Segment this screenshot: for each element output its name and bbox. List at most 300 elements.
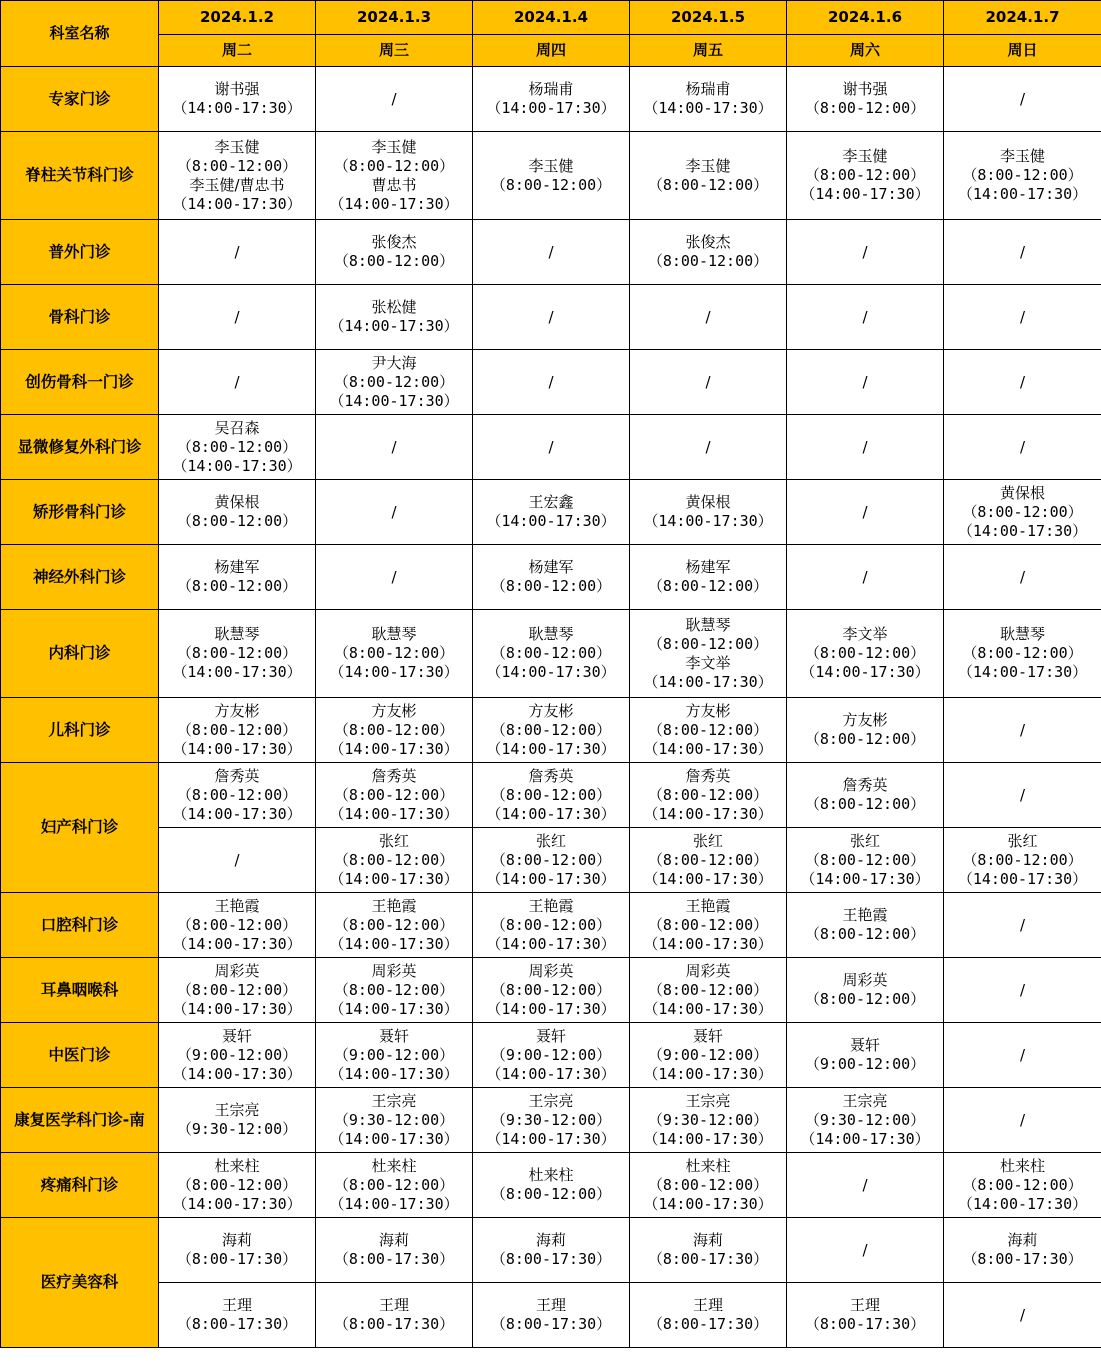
table-row bbox=[1, 132, 1101, 220]
time-range: （14:00-17:30） bbox=[486, 869, 616, 888]
schedule-cell bbox=[787, 828, 944, 893]
time-range: （14:00-17:30） bbox=[643, 739, 773, 758]
no-clinic-mark: / bbox=[705, 437, 711, 456]
time-range: （8:00-12:00） bbox=[176, 720, 298, 739]
time-range: （14:00-17:30） bbox=[800, 185, 930, 203]
doctor-name: 聂轩 bbox=[692, 1026, 723, 1045]
time-range: （8:00-12:00） bbox=[647, 850, 769, 869]
time-range: （8:00-12:00） bbox=[333, 720, 455, 739]
schedule-cell bbox=[316, 958, 473, 1023]
time-range: （8:00-17:30） bbox=[333, 1250, 455, 1268]
schedule-cell bbox=[473, 610, 630, 698]
no-clinic-mark: / bbox=[862, 372, 868, 391]
weekday-header: 周三 bbox=[316, 35, 473, 67]
schedule-cell bbox=[787, 1283, 944, 1348]
schedule-cell bbox=[473, 1218, 630, 1283]
schedule-cell bbox=[159, 828, 316, 893]
schedule-cell bbox=[944, 610, 1101, 698]
doctor-name: 黄保根 bbox=[685, 493, 731, 511]
department-name: 医疗美容科 bbox=[1, 1218, 159, 1348]
department-name: 疼痛科门诊 bbox=[1, 1153, 159, 1218]
time-range: （8:00-17:30） bbox=[647, 1250, 769, 1268]
doctor-name: 李玉健 bbox=[371, 137, 417, 156]
schedule-cell bbox=[630, 220, 787, 285]
time-range: （14:00-17:30） bbox=[329, 999, 459, 1018]
time-range: （14:00-17:30） bbox=[172, 194, 302, 213]
schedule-cell bbox=[944, 698, 1101, 763]
doctor-name: 王艳霞 bbox=[528, 896, 574, 915]
weekday-header: 周四 bbox=[473, 35, 630, 67]
doctor-name: 王宗亮 bbox=[214, 1101, 260, 1119]
doctor-name: 李玉健 bbox=[842, 147, 888, 165]
doctor-name: 王理 bbox=[378, 1296, 409, 1314]
table-row bbox=[1, 958, 1101, 1023]
schedule-cell bbox=[787, 1218, 944, 1283]
no-clinic-mark: / bbox=[1019, 567, 1026, 586]
time-range: （14:00-17:30） bbox=[329, 663, 459, 681]
doctor-name: 杨瑞甫 bbox=[685, 80, 731, 98]
table-row bbox=[1, 220, 1101, 285]
schedule-cell bbox=[944, 1283, 1101, 1348]
time-range: （14:00-17:30） bbox=[172, 1194, 302, 1213]
no-clinic-mark: / bbox=[1019, 89, 1026, 108]
schedule-cell bbox=[316, 220, 473, 285]
time-range: （14:00-17:30） bbox=[957, 1194, 1088, 1213]
schedule-cell bbox=[787, 1153, 944, 1218]
doctor-name: 李玉健 bbox=[685, 156, 731, 175]
time-range: （14:00-17:30） bbox=[957, 663, 1088, 681]
time-range: （14:00-17:30） bbox=[486, 804, 616, 823]
time-range: （8:00-17:30） bbox=[962, 1250, 1083, 1268]
table-row bbox=[1, 610, 1101, 698]
time-range: （8:00-12:00） bbox=[804, 730, 926, 748]
time-range: （14:00-17:30） bbox=[172, 739, 302, 758]
doctor-name: 曹忠书 bbox=[371, 175, 417, 194]
time-range: （8:00-12:00） bbox=[962, 166, 1083, 184]
time-range: （9:30-12:00） bbox=[647, 1110, 769, 1129]
schedule-cell bbox=[159, 285, 316, 350]
doctor-name: 杜来柱 bbox=[214, 1156, 260, 1175]
schedule-cell bbox=[630, 545, 787, 610]
time-range: （14:00-17:30） bbox=[486, 934, 616, 953]
schedule-cell bbox=[944, 545, 1101, 610]
department-name: 普外门诊 bbox=[1, 220, 159, 285]
schedule-cell bbox=[630, 958, 787, 1023]
schedule-cell bbox=[630, 610, 787, 698]
schedule-cell bbox=[787, 480, 944, 545]
date-header: 2024.1.5 bbox=[630, 1, 787, 35]
doctor-name: 聂轩 bbox=[535, 1026, 566, 1045]
no-clinic-mark: / bbox=[1019, 1305, 1026, 1324]
schedule-cell bbox=[473, 893, 630, 958]
no-clinic-mark: / bbox=[391, 437, 397, 456]
time-range: （8:00-12:00） bbox=[490, 980, 612, 999]
table-row bbox=[1, 1088, 1101, 1153]
department-name: 妇产科门诊 bbox=[1, 763, 159, 893]
doctor-name: 方友彬 bbox=[685, 701, 731, 720]
time-range: （9:30-12:00） bbox=[804, 1110, 926, 1129]
doctor-name: 詹秀英 bbox=[842, 776, 888, 794]
schedule-cell bbox=[944, 763, 1101, 828]
schedule-cell bbox=[630, 828, 787, 893]
no-clinic-mark: / bbox=[391, 567, 397, 586]
time-range: （8:00-17:30） bbox=[333, 1315, 455, 1333]
no-clinic-mark: / bbox=[862, 437, 868, 456]
schedule-cell bbox=[159, 545, 316, 610]
no-clinic-mark: / bbox=[234, 242, 240, 261]
weekday-header: 周六 bbox=[787, 35, 944, 67]
doctor-name: 耿慧琴 bbox=[214, 625, 260, 643]
time-range: （8:00-12:00） bbox=[333, 372, 455, 391]
doctor-name: 杨建军 bbox=[214, 558, 260, 576]
doctor-name: 王理 bbox=[692, 1296, 723, 1314]
doctor-name: 詹秀英 bbox=[685, 766, 731, 785]
time-range: （14:00-17:30） bbox=[957, 521, 1088, 540]
schedule-cell bbox=[630, 285, 787, 350]
time-range: （14:00-17:30） bbox=[172, 99, 302, 117]
schedule-cell bbox=[473, 285, 630, 350]
date-header: 2024.1.2 bbox=[159, 1, 316, 35]
time-range: （9:30-12:00） bbox=[490, 1110, 612, 1129]
date-header: 2024.1.4 bbox=[473, 1, 630, 35]
doctor-name: 周彩英 bbox=[214, 961, 260, 980]
no-clinic-mark: / bbox=[1019, 720, 1026, 739]
doctor-name: 李文举 bbox=[842, 625, 888, 643]
doctor-name: 杜来柱 bbox=[371, 1156, 417, 1175]
date-header: 2024.1.3 bbox=[316, 1, 473, 35]
time-range: （8:00-17:30） bbox=[490, 1250, 612, 1268]
time-range: （14:00-17:30） bbox=[643, 869, 773, 888]
doctor-name: 杨建军 bbox=[685, 558, 731, 576]
schedule-cell bbox=[473, 350, 630, 415]
time-range: （8:00-17:30） bbox=[647, 1315, 769, 1333]
schedule-cell bbox=[316, 893, 473, 958]
time-range: （8:00-12:00） bbox=[962, 502, 1083, 521]
schedule-cell bbox=[316, 1088, 473, 1153]
no-clinic-mark: / bbox=[705, 307, 711, 326]
time-range: （8:00-12:00） bbox=[962, 1175, 1083, 1194]
schedule-cell bbox=[944, 132, 1101, 220]
table-row bbox=[1, 1153, 1101, 1218]
doctor-name: 杜来柱 bbox=[685, 1156, 731, 1175]
schedule-cell bbox=[787, 285, 944, 350]
no-clinic-mark: / bbox=[548, 242, 554, 261]
schedule-cell bbox=[473, 67, 630, 132]
doctor-name: 王艳霞 bbox=[371, 896, 417, 915]
schedule-cell bbox=[159, 67, 316, 132]
schedule-cell bbox=[787, 610, 944, 698]
doctor-name: 吴召森 bbox=[214, 418, 260, 437]
schedule-cell bbox=[944, 285, 1101, 350]
time-range: （14:00-17:30） bbox=[329, 869, 459, 888]
doctor-name: 王艳霞 bbox=[214, 896, 260, 915]
dept-column-header: 科室名称 bbox=[1, 1, 159, 67]
time-range: （14:00-17:30） bbox=[172, 1064, 302, 1083]
schedule-cell bbox=[159, 415, 316, 480]
doctor-name: 王理 bbox=[535, 1296, 566, 1314]
time-range: （14:00-17:30） bbox=[172, 663, 302, 681]
time-range: （8:00-17:30） bbox=[490, 1315, 612, 1333]
no-clinic-mark: / bbox=[1019, 307, 1026, 326]
doctor-name: 杨瑞甫 bbox=[528, 80, 574, 98]
time-range: （8:00-12:00） bbox=[176, 577, 298, 595]
department-name: 神经外科门诊 bbox=[1, 545, 159, 610]
schedule-cell bbox=[159, 220, 316, 285]
time-range: （14:00-17:30） bbox=[329, 1064, 459, 1083]
no-clinic-mark: / bbox=[1019, 785, 1026, 804]
schedule-cell bbox=[630, 1088, 787, 1153]
schedule-cell bbox=[630, 1153, 787, 1218]
time-range: （14:00-17:30） bbox=[329, 194, 459, 213]
time-range: （8:00-12:00） bbox=[333, 644, 455, 662]
schedule-cell bbox=[316, 1023, 473, 1088]
time-range: （9:30-12:00） bbox=[333, 1110, 455, 1129]
time-range: （9:30-12:00） bbox=[176, 1120, 298, 1138]
time-range: （8:00-12:00） bbox=[647, 634, 769, 653]
department-name: 中医门诊 bbox=[1, 1023, 159, 1088]
schedule-cell bbox=[787, 1023, 944, 1088]
time-range: （14:00-17:30） bbox=[643, 1194, 773, 1213]
schedule-cell bbox=[316, 610, 473, 698]
department-name: 骨科门诊 bbox=[1, 285, 159, 350]
schedule-cell bbox=[944, 480, 1101, 545]
department-name: 口腔科门诊 bbox=[1, 893, 159, 958]
time-range: （14:00-17:30） bbox=[172, 999, 302, 1018]
time-range: （8:00-12:00） bbox=[804, 99, 926, 117]
department-name: 内科门诊 bbox=[1, 610, 159, 698]
schedule-cell bbox=[316, 480, 473, 545]
doctor-name: 聂轩 bbox=[221, 1026, 252, 1045]
doctor-name: 李玉健/曹忠书 bbox=[189, 175, 285, 194]
doctor-name: 耿慧琴 bbox=[685, 615, 731, 634]
doctor-name: 王艳霞 bbox=[842, 906, 888, 924]
table-row bbox=[1, 285, 1101, 350]
no-clinic-mark: / bbox=[1019, 1045, 1026, 1064]
header-weekday-row bbox=[1, 35, 1101, 67]
doctor-name: 方友彬 bbox=[842, 711, 888, 729]
doctor-name: 王宗亮 bbox=[371, 1091, 417, 1110]
doctor-name: 周彩英 bbox=[685, 961, 731, 980]
no-clinic-mark: / bbox=[1019, 437, 1026, 456]
doctor-name: 谢书强 bbox=[842, 80, 888, 98]
time-range: （14:00-17:30） bbox=[800, 869, 930, 888]
no-clinic-mark: / bbox=[234, 850, 240, 869]
time-range: （8:00-12:00） bbox=[176, 915, 298, 934]
department-name: 耳鼻咽喉科 bbox=[1, 958, 159, 1023]
doctor-name: 张红 bbox=[378, 831, 409, 850]
schedule-cell bbox=[159, 893, 316, 958]
time-range: （8:00-12:00） bbox=[176, 437, 298, 456]
time-range: （14:00-17:30） bbox=[172, 934, 302, 953]
header-date-row bbox=[1, 1, 1101, 35]
time-range: （14:00-17:30） bbox=[486, 663, 616, 681]
schedule-cell bbox=[316, 415, 473, 480]
time-range: （8:00-12:00） bbox=[804, 925, 926, 943]
schedule-cell bbox=[787, 1088, 944, 1153]
department-name: 创伤骨科一门诊 bbox=[1, 350, 159, 415]
schedule-cell bbox=[630, 67, 787, 132]
schedule-cell bbox=[630, 893, 787, 958]
schedule-cell bbox=[316, 1153, 473, 1218]
time-range: （8:00-12:00） bbox=[176, 156, 298, 175]
table-row bbox=[1, 480, 1101, 545]
time-range: （14:00-17:30） bbox=[643, 99, 773, 117]
time-range: （8:00-12:00） bbox=[176, 644, 298, 662]
schedule-cell bbox=[473, 1283, 630, 1348]
schedule-cell bbox=[630, 350, 787, 415]
doctor-name: 张红 bbox=[692, 831, 723, 850]
doctor-name: 杨建军 bbox=[528, 558, 574, 576]
no-clinic-mark: / bbox=[862, 567, 868, 586]
doctor-name: 张俊杰 bbox=[371, 233, 417, 251]
doctor-name: 詹秀英 bbox=[528, 766, 574, 785]
schedule-cell bbox=[630, 763, 787, 828]
no-clinic-mark: / bbox=[234, 307, 240, 326]
doctor-name: 詹秀英 bbox=[214, 766, 260, 785]
time-range: （8:00-12:00） bbox=[962, 850, 1083, 869]
time-range: （8:00-12:00） bbox=[962, 644, 1083, 662]
doctor-name: 海莉 bbox=[378, 1231, 409, 1249]
weekday-header: 周二 bbox=[159, 35, 316, 67]
no-clinic-mark: / bbox=[1019, 980, 1026, 999]
schedule-cell bbox=[630, 415, 787, 480]
doctor-name: 张红 bbox=[535, 831, 566, 850]
schedule-cell bbox=[944, 893, 1101, 958]
schedule-cell bbox=[944, 958, 1101, 1023]
schedule-cell bbox=[316, 1218, 473, 1283]
doctor-name: 李玉健 bbox=[999, 147, 1045, 165]
doctor-name: 杜来柱 bbox=[528, 1166, 574, 1184]
time-range: （8:00-12:00） bbox=[647, 915, 769, 934]
doctor-name: 王宏鑫 bbox=[528, 493, 574, 511]
schedule-cell bbox=[316, 132, 473, 220]
doctor-name: 王艳霞 bbox=[685, 896, 731, 915]
time-range: （8:00-12:00） bbox=[804, 850, 926, 869]
schedule-cell bbox=[787, 763, 944, 828]
doctor-name: 方友彬 bbox=[371, 701, 417, 720]
time-range: （9:00-12:00） bbox=[490, 1045, 612, 1064]
time-range: （8:00-12:00） bbox=[490, 915, 612, 934]
time-range: （8:00-12:00） bbox=[333, 850, 455, 869]
table-row bbox=[1, 698, 1101, 763]
time-range: （9:00-12:00） bbox=[804, 1055, 926, 1073]
time-range: （8:00-12:00） bbox=[333, 156, 455, 175]
doctor-name: 詹秀英 bbox=[371, 766, 417, 785]
no-clinic-mark: / bbox=[1019, 915, 1026, 934]
no-clinic-mark: / bbox=[862, 1175, 868, 1194]
time-range: （8:00-12:00） bbox=[333, 915, 455, 934]
time-range: （8:00-12:00） bbox=[804, 795, 926, 813]
doctor-name: 周彩英 bbox=[528, 961, 574, 980]
schedule-cell bbox=[473, 1088, 630, 1153]
time-range: （8:00-12:00） bbox=[333, 785, 455, 804]
schedule-cell bbox=[944, 1023, 1101, 1088]
schedule-cell bbox=[159, 350, 316, 415]
time-range: （14:00-17:30） bbox=[486, 739, 616, 758]
time-range: （8:00-12:00） bbox=[804, 990, 926, 1008]
no-clinic-mark: / bbox=[548, 372, 554, 391]
time-range: （8:00-12:00） bbox=[647, 252, 769, 270]
table-row bbox=[1, 67, 1101, 132]
schedule-cell bbox=[316, 545, 473, 610]
time-range: （14:00-17:30） bbox=[329, 934, 459, 953]
schedule-cell bbox=[316, 1283, 473, 1348]
doctor-name: 张红 bbox=[1007, 831, 1038, 850]
table-row bbox=[1, 350, 1101, 415]
time-range: （14:00-17:30） bbox=[172, 456, 302, 475]
time-range: （8:00-12:00） bbox=[804, 644, 926, 662]
doctor-name: 王宗亮 bbox=[842, 1091, 888, 1110]
schedule-cell bbox=[159, 480, 316, 545]
schedule-cell bbox=[473, 132, 630, 220]
schedule-cell bbox=[787, 958, 944, 1023]
schedule-cell bbox=[787, 220, 944, 285]
doctor-name: 周彩英 bbox=[371, 961, 417, 980]
doctor-name: 聂轩 bbox=[849, 1036, 880, 1054]
time-range: （8:00-12:00） bbox=[490, 644, 612, 662]
time-range: （9:00-12:00） bbox=[647, 1045, 769, 1064]
time-range: （14:00-17:30） bbox=[329, 1129, 459, 1148]
department-name: 脊柱关节科门诊 bbox=[1, 132, 159, 220]
time-range: （14:00-17:30） bbox=[643, 1064, 773, 1083]
schedule-cell bbox=[473, 480, 630, 545]
no-clinic-mark: / bbox=[548, 437, 554, 456]
time-range: （14:00-17:30） bbox=[643, 512, 773, 530]
doctor-name: 谢书强 bbox=[214, 80, 260, 98]
schedule-cell bbox=[944, 1153, 1101, 1218]
time-range: （14:00-17:30） bbox=[800, 663, 930, 681]
time-range: （8:00-12:00） bbox=[333, 252, 455, 270]
time-range: （9:00-12:00） bbox=[333, 1045, 455, 1064]
schedule-cell bbox=[630, 132, 787, 220]
time-range: （8:00-12:00） bbox=[333, 980, 455, 999]
schedule-cell bbox=[159, 698, 316, 763]
schedule-cell bbox=[316, 698, 473, 763]
doctor-name: 李玉健 bbox=[214, 137, 260, 156]
weekday-header: 周五 bbox=[630, 35, 787, 67]
doctor-name: 王宗亮 bbox=[685, 1091, 731, 1110]
time-range: （8:00-17:30） bbox=[176, 1315, 298, 1333]
schedule-cell bbox=[787, 67, 944, 132]
time-range: （8:00-12:00） bbox=[176, 512, 298, 530]
schedule-cell bbox=[473, 1023, 630, 1088]
schedule-cell bbox=[159, 132, 316, 220]
schedule-cell bbox=[473, 220, 630, 285]
date-header: 2024.1.7 bbox=[944, 1, 1101, 35]
schedule-body bbox=[1, 67, 1101, 1348]
time-range: （14:00-17:30） bbox=[643, 1129, 773, 1148]
time-range: （14:00-17:30） bbox=[329, 1194, 459, 1213]
time-range: （14:00-17:30） bbox=[486, 512, 616, 530]
schedule-cell bbox=[944, 220, 1101, 285]
department-name: 儿科门诊 bbox=[1, 698, 159, 763]
time-range: （8:00-12:00） bbox=[490, 785, 612, 804]
schedule-cell bbox=[630, 698, 787, 763]
no-clinic-mark: / bbox=[391, 89, 397, 108]
time-range: （8:00-12:00） bbox=[490, 1185, 612, 1203]
time-range: （14:00-17:30） bbox=[800, 1129, 930, 1148]
schedule-cell bbox=[944, 828, 1101, 893]
time-range: （8:00-17:30） bbox=[804, 1315, 926, 1333]
time-range: （8:00-12:00） bbox=[176, 785, 298, 804]
no-clinic-mark: / bbox=[1019, 372, 1026, 391]
schedule-cell bbox=[159, 1088, 316, 1153]
doctor-name: 方友彬 bbox=[214, 701, 260, 720]
schedule-cell bbox=[787, 545, 944, 610]
department-name: 专家门诊 bbox=[1, 67, 159, 132]
time-range: （14:00-17:30） bbox=[486, 1129, 616, 1148]
doctor-name: 杜来柱 bbox=[999, 1156, 1045, 1175]
